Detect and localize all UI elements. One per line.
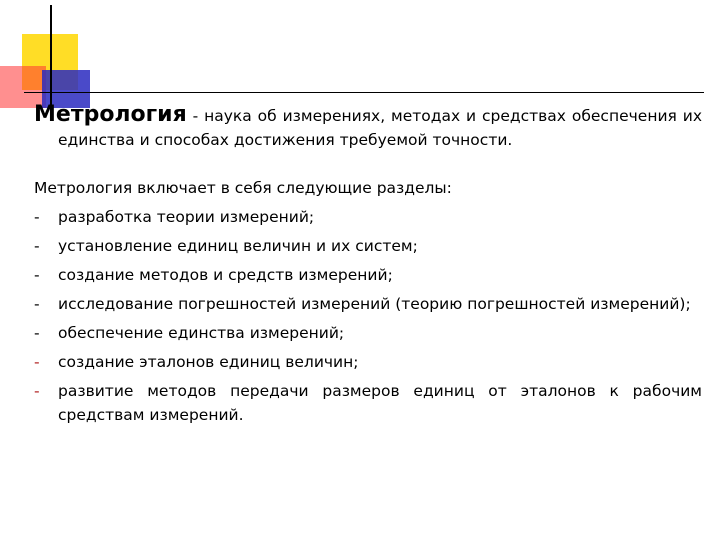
- list-item-text: обеспечение единства измерений;: [58, 324, 345, 342]
- dash-marker: -: [34, 324, 40, 342]
- list-item: [34, 263, 702, 287]
- vertical-line: [50, 5, 52, 115]
- list-item: [34, 234, 702, 258]
- list-item-text: создание методов и средств измерений;: [58, 266, 393, 284]
- slide-content: [34, 103, 702, 427]
- dash-marker: -: [34, 382, 40, 400]
- dash-marker: -: [34, 266, 40, 284]
- dash-marker: -: [34, 353, 40, 371]
- list-item-text: разработка теории измерений;: [58, 208, 315, 226]
- list-item: [34, 350, 702, 374]
- definition-text: - наука об измерениях, методах и средствах обеспечения их единства и способах достижения требуемой точности.: [58, 107, 702, 149]
- term-metrology: Метрология: [34, 102, 187, 127]
- definition-paragraph: [34, 103, 702, 152]
- dash-marker: -: [34, 208, 40, 226]
- dash-marker: -: [34, 295, 40, 313]
- spacer: [34, 152, 702, 176]
- list-item-text: исследование погрешностей измерений (теорию погрешностей измерений);: [58, 295, 691, 313]
- list-item-text: развитие методов передачи размеров единиц от эталонов к рабочим средствам измерений.: [58, 382, 702, 424]
- dash-marker: -: [34, 237, 40, 255]
- intro-text: Метрология включает в себя следующие разделы:: [34, 179, 452, 197]
- list-item-text: создание эталонов единиц величин;: [58, 353, 359, 371]
- list-item: [34, 205, 702, 229]
- list-item: [34, 321, 702, 345]
- list-item: [34, 379, 702, 427]
- horizontal-line: [24, 92, 704, 93]
- list-item-text: установление единиц величин и их систем;: [58, 237, 418, 255]
- list-item: [34, 292, 702, 316]
